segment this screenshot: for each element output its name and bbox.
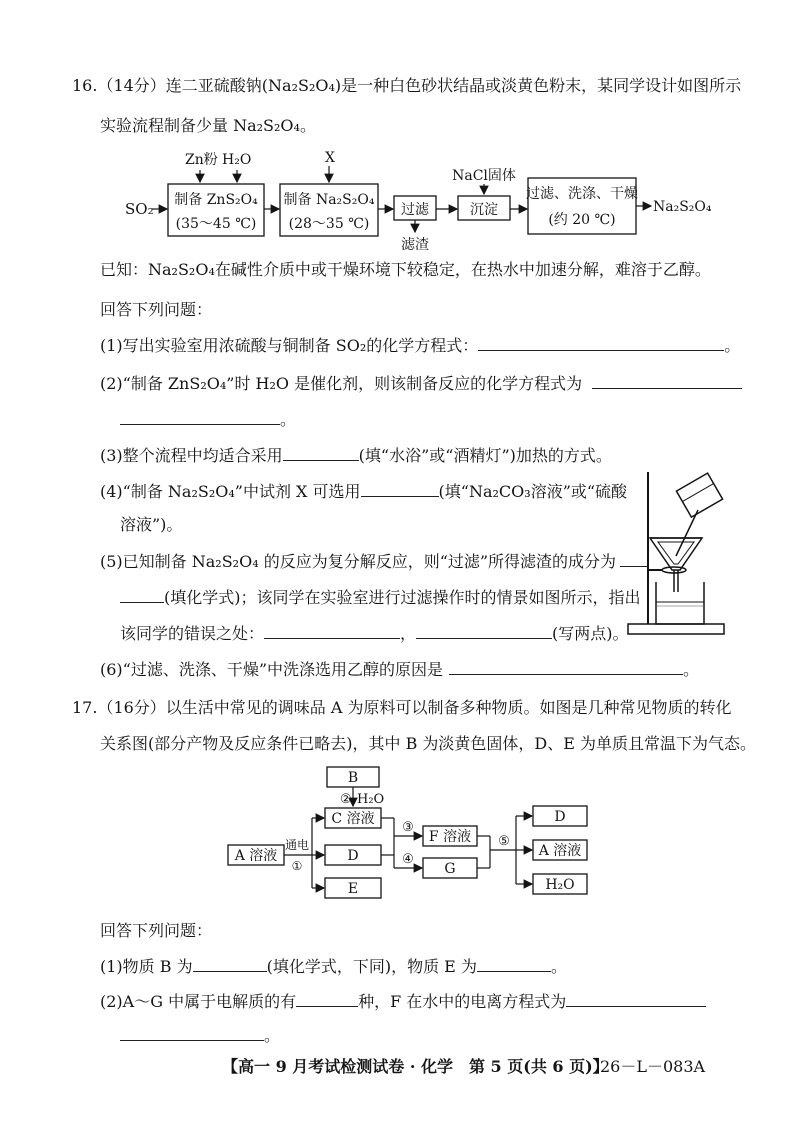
q16-p5 [100,550,648,573]
diag-out-a-label: A 溶液 [538,843,582,859]
flow-box2-temp: (28～35 ℃) [288,216,370,232]
diag-e-label: E [347,881,359,897]
diag-d-label: D [347,848,359,864]
q16-p2 [100,372,742,395]
q17-p2-blank-c[interactable] [120,1024,264,1041]
diag-a-label: A 溶液 [234,848,278,864]
q16-line1: 16.（14分）连二亚硫酸钠(Na₂S₂O₄)是一种白色砂状结晶或淡黄色粉末，某同学设计如图所示 [72,76,742,95]
q16-p6-text: (6)“过滤、洗涤、干燥”中洗涤选用乙醇的原因是 [100,660,444,679]
q16-flow-diagram [0,148,800,258]
q16-p3-text-a: (3)整个流程中均适合采用 [100,446,283,465]
q16-p3-text-b: (填“水浴”或“酒精灯”)加热的方式。 [358,446,612,465]
diag-step4: ④ [402,852,414,867]
q16-p4 [100,480,627,503]
diag-step3: ③ [402,820,414,835]
flow-h2o-label: H₂O [222,152,252,168]
q16-p3-blank[interactable] [283,444,359,461]
flow-x-label: X [325,150,335,166]
q16-p2-blank-b[interactable] [120,408,280,425]
diag-c-label: C 溶液 [331,811,375,827]
flow-box1-temp: (35～45 ℃) [175,216,257,232]
q17-p2-cont: 。 [120,1024,280,1047]
q16-p5-cont1 [120,586,641,609]
q16-p5-text-b: (填化学式)；该同学在实验室进行过滤操作时的情景如图所示，指出 [164,588,641,607]
flow-precip-label: 沉淀 [470,202,498,218]
q16-p6: (6)“过滤、洗涤、干燥”中洗涤选用乙醇的原因是 。 [100,660,700,679]
diag-b-label: B [347,770,359,786]
flow-box3-temp: (约 20 ℃) [548,212,616,228]
q17-conversion-diagram [0,760,800,910]
footer-code: 26－L－083A [600,1057,706,1076]
diag-electrolysis-label: 通电 [284,838,310,852]
q17-p2-text-a: (2)A～G 中属于电解质的有 [100,992,297,1011]
flow-box1-title: 制备 ZnS₂O₄ [174,192,258,208]
q16-p1: (1)写出实验室用浓硫酸与铜制备 SO₂的化学方程式： 。 [100,336,741,355]
q16-p4-cont: 溶液”)。 [120,515,183,534]
q16-p5-text-a: (5)已知制备 Na₂S₂O₄ 的反应为复分解反应，则“过滤”所得滤渣的成分为 [100,552,617,571]
diag-step5: ⑤ [498,834,510,849]
flow-product-label: Na₂S₂O₄ [653,199,712,215]
q17-p1-text-a: (1)物质 B 为 [100,957,193,976]
q16-known: 已知：Na₂S₂O₄在碱性介质中或干燥环境下较稳定，在热水中加速分解，难溶于乙醇。 [100,260,711,279]
q16-p5-blank-b[interactable] [120,586,164,603]
diag-f-label: F 溶液 [428,829,472,845]
diag-step2: ② [340,792,352,807]
q17-p2 [100,990,706,1013]
diag-step1: ① [291,859,303,873]
q16-p5-blank-d[interactable] [416,622,552,639]
q16-p5-text-c: 该同学的错误之处： [120,624,265,643]
q17-p1-blank-b[interactable] [477,955,551,972]
flow-so2-label: SO₂ [125,200,154,218]
q17-p1-text-b: (填化学式，下同)，物质 E 为 [266,957,477,976]
q16-p2-text: (2)“制备 ZnS₂O₄”时 H₂O 是催化剂，则该制备反应的化学方程式为 [100,374,583,393]
q17-line1: 17.（16分）以生活中常见的调味品 A 为原料可以制备多种物质。如图是几种常见物质的转化 [72,698,732,717]
diag-g-label: G [444,861,456,877]
diag-h2o-label: H₂O [357,792,385,807]
q16-p4-text-b: (填“Na₂CO₃溶液”或“硫酸 [438,482,628,501]
q17-p2-text-b: 种，F 在水中的电离方程式为 [358,992,567,1011]
q16-p5-cont2: 该同学的错误之处： ， (写两点)。 [120,624,629,643]
flow-nacl-label: NaCl固体 [452,168,516,184]
q16-p2-cont: 。 [120,408,296,431]
flow-filter-label: 过滤 [401,202,429,218]
q17-p2-blank-b[interactable] [566,990,706,1007]
q16-answer-prompt: 回答下列问题： [100,300,213,319]
diag-out-d-label: D [554,809,566,825]
q16-p3 [100,444,612,467]
flow-zn-label: Zn粉 [185,152,218,168]
q17-p1-blank-a[interactable] [193,955,267,972]
q16-line2: 实验流程制备少量 Na₂S₂O₄。 [100,116,316,135]
q16-p4-blank[interactable] [361,480,439,497]
flow-residue-label: 滤渣 [401,237,429,253]
q17-p1: (1)物质 B 为 (填化学式，下同)，物质 E 为 。 [100,957,567,976]
q17-line2: 关系图(部分产物及反应条件已略去)，其中 B 为淡黄色固体，D、E 为单质且常温下为气态。 [100,734,757,753]
flow-box3-title: 过滤、洗涤、干燥 [526,186,638,202]
q16-p6-blank[interactable] [449,658,683,675]
q16-p4-text-a: (4)“制备 Na₂S₂O₄”中试剂 X 可选用 [100,482,361,501]
q16-p5-blank-c[interactable] [264,622,400,639]
q17-answer-prompt: 回答下列问题： [100,921,213,940]
q16-p1-blank[interactable] [478,334,724,351]
q16-p1-text: (1)写出实验室用浓硫酸与铜制备 SO₂的化学方程式： [100,336,479,355]
q16-p5-text-d: (写两点)。 [552,624,629,643]
q16-p2-blank-a[interactable] [592,372,742,389]
diag-out-h2o-label: H₂O [545,877,575,893]
q17-p2-blank-a[interactable] [296,990,358,1007]
filtration-apparatus-illustration [620,466,730,646]
flow-box2-title: 制备 Na₂S₂O₄ [283,192,375,208]
footer-title: 【高一 9 月考试检测试卷 · 化学 第 5 页(共 6 页)】 [222,1057,609,1076]
